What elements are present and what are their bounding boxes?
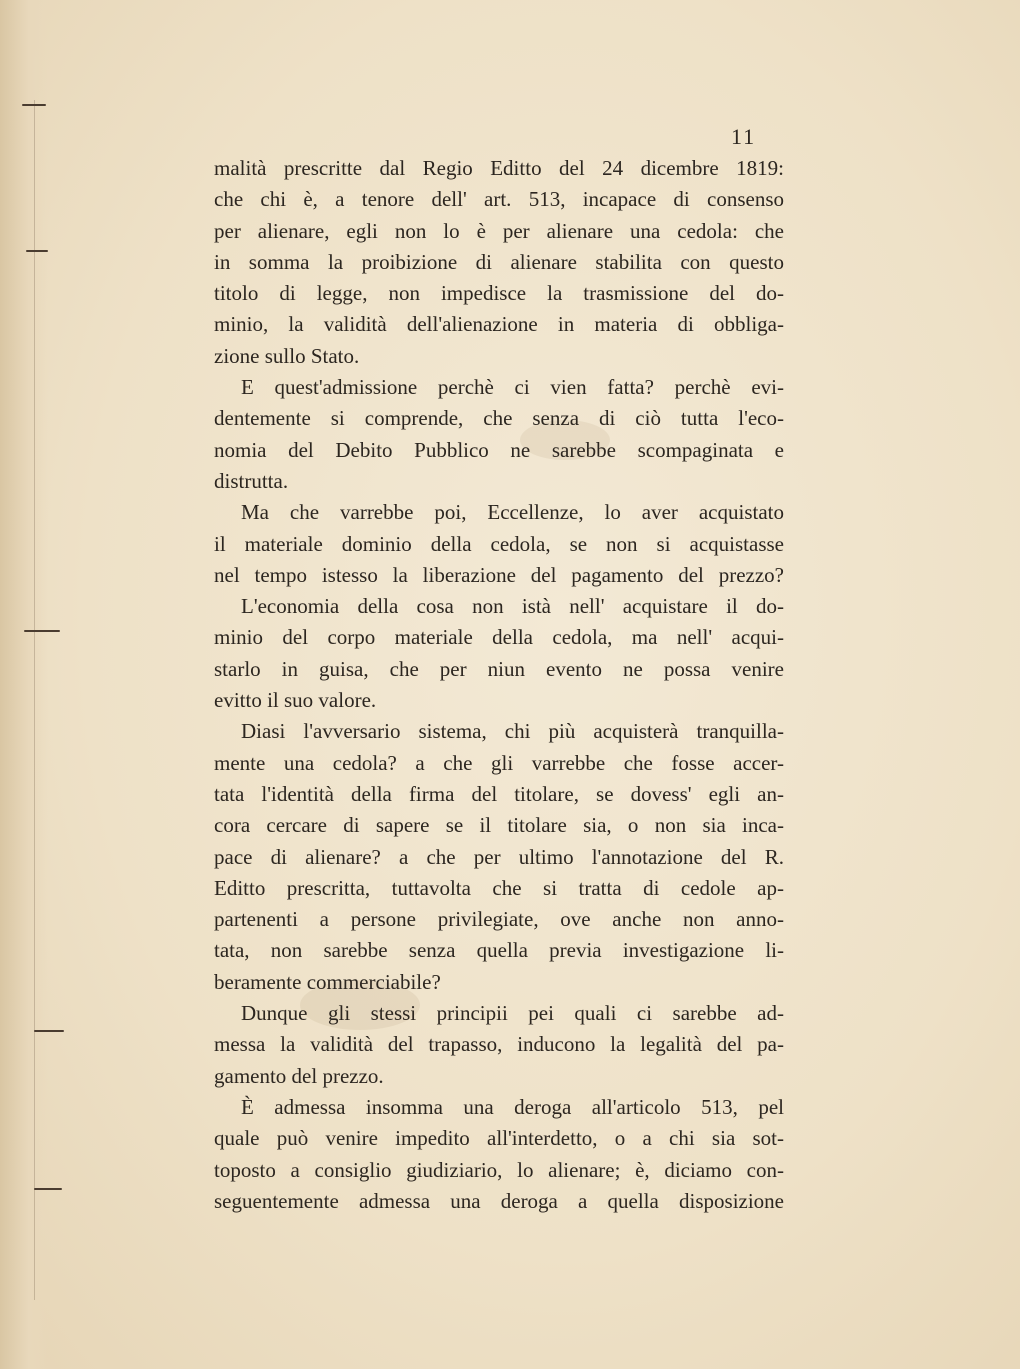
text-line: partenenti a persone privilegiate, ove anche non anno-	[214, 907, 784, 932]
text-line: Editto prescritta, tuttavolta che si tratta di cedole ap-	[214, 875, 784, 900]
text-line: titolo di legge, non impedisce la trasmissione del do-	[214, 281, 784, 306]
text-line: L'economia della cosa non istà nell' acquistare il do-	[241, 594, 784, 619]
text-line: in somma la proibizione di alienare stabilita con questo	[214, 249, 784, 274]
text-line: malità prescritte dal Regio Editto del 24 dicembre 1819:	[214, 156, 784, 180]
text-line: evitto il suo valore.	[214, 688, 377, 713]
page-number: 11	[731, 124, 757, 149]
binding-stitch	[34, 1030, 64, 1032]
text-line: nomia del Debito Pubblico ne sarebbe scompaginata e	[214, 437, 784, 462]
gutter-fold	[34, 100, 35, 1300]
binding-stitch	[24, 630, 60, 632]
binding-stitch	[26, 250, 48, 252]
text-line: distrutta.	[214, 468, 289, 493]
text-line: Ma che varrebbe poi, Eccellenze, lo aver acquistato	[241, 500, 784, 525]
text-line: toposto a consiglio giudiziario, lo alienare; è, diciamo con-	[214, 1157, 784, 1182]
text-line: minio del corpo materiale della cedola, ma nell' acqui-	[214, 625, 784, 650]
text-line: beramente commerciabile?	[214, 969, 441, 994]
binding-stitch	[34, 1188, 62, 1190]
text-line: che chi è, a tenore dell' art. 513, incapace di consenso	[214, 187, 784, 212]
text-line: starlo in guisa, che per niun evento ne possa venire	[214, 656, 784, 681]
text-line: nel tempo istesso la liberazione del pagamento del prezzo?	[214, 562, 784, 587]
text-line: minio, la validità dell'alienazione in materia di obbliga-	[214, 312, 784, 337]
body-text	[214, 153, 784, 1217]
text-line: E quest'admissione perchè ci vien fatta? perchè evi-	[241, 375, 784, 400]
text-line: pace di alienare? a che per ultimo l'annotazione del R.	[214, 844, 784, 869]
text-line: quale può venire impedito all'interdetto, o a chi sia sot-	[214, 1126, 784, 1151]
text-line: seguentemente admessa una deroga a quella disposizione	[214, 1188, 784, 1213]
text-line: cora cercare di sapere se il titolare sia, o non sia inca-	[214, 813, 784, 838]
text-line: mente una cedola? a che gli varrebbe che fosse accer-	[214, 750, 784, 775]
text-line: il materiale dominio della cedola, se non si acquistasse	[214, 531, 784, 556]
text-line: gamento del prezzo.	[214, 1063, 384, 1088]
text-line: per alienare, egli non lo è per alienare una cedola: che	[214, 218, 784, 243]
text-line: tata l'identità della firma del titolare, se dovess' egli an-	[214, 781, 784, 806]
text-line: Diasi l'avversario sistema, chi più acquisterà tranquilla-	[241, 719, 784, 744]
text-line: È admessa insomma una deroga all'articolo 513, pel	[241, 1094, 784, 1119]
text-line: tata, non sarebbe senza quella previa investigazione li-	[214, 938, 784, 963]
text-line: dentemente si comprende, che senza di ciò tutta l'eco-	[214, 406, 784, 431]
binding-gutter	[0, 0, 48, 1369]
binding-stitch	[22, 104, 46, 106]
text-line: zione sullo Stato.	[214, 343, 360, 368]
text-line: Dunque gli stessi principii pei quali ci sarebbe ad-	[241, 1001, 784, 1026]
text-line: messa la validità del trapasso, inducono la legalità del pa-	[214, 1032, 784, 1057]
